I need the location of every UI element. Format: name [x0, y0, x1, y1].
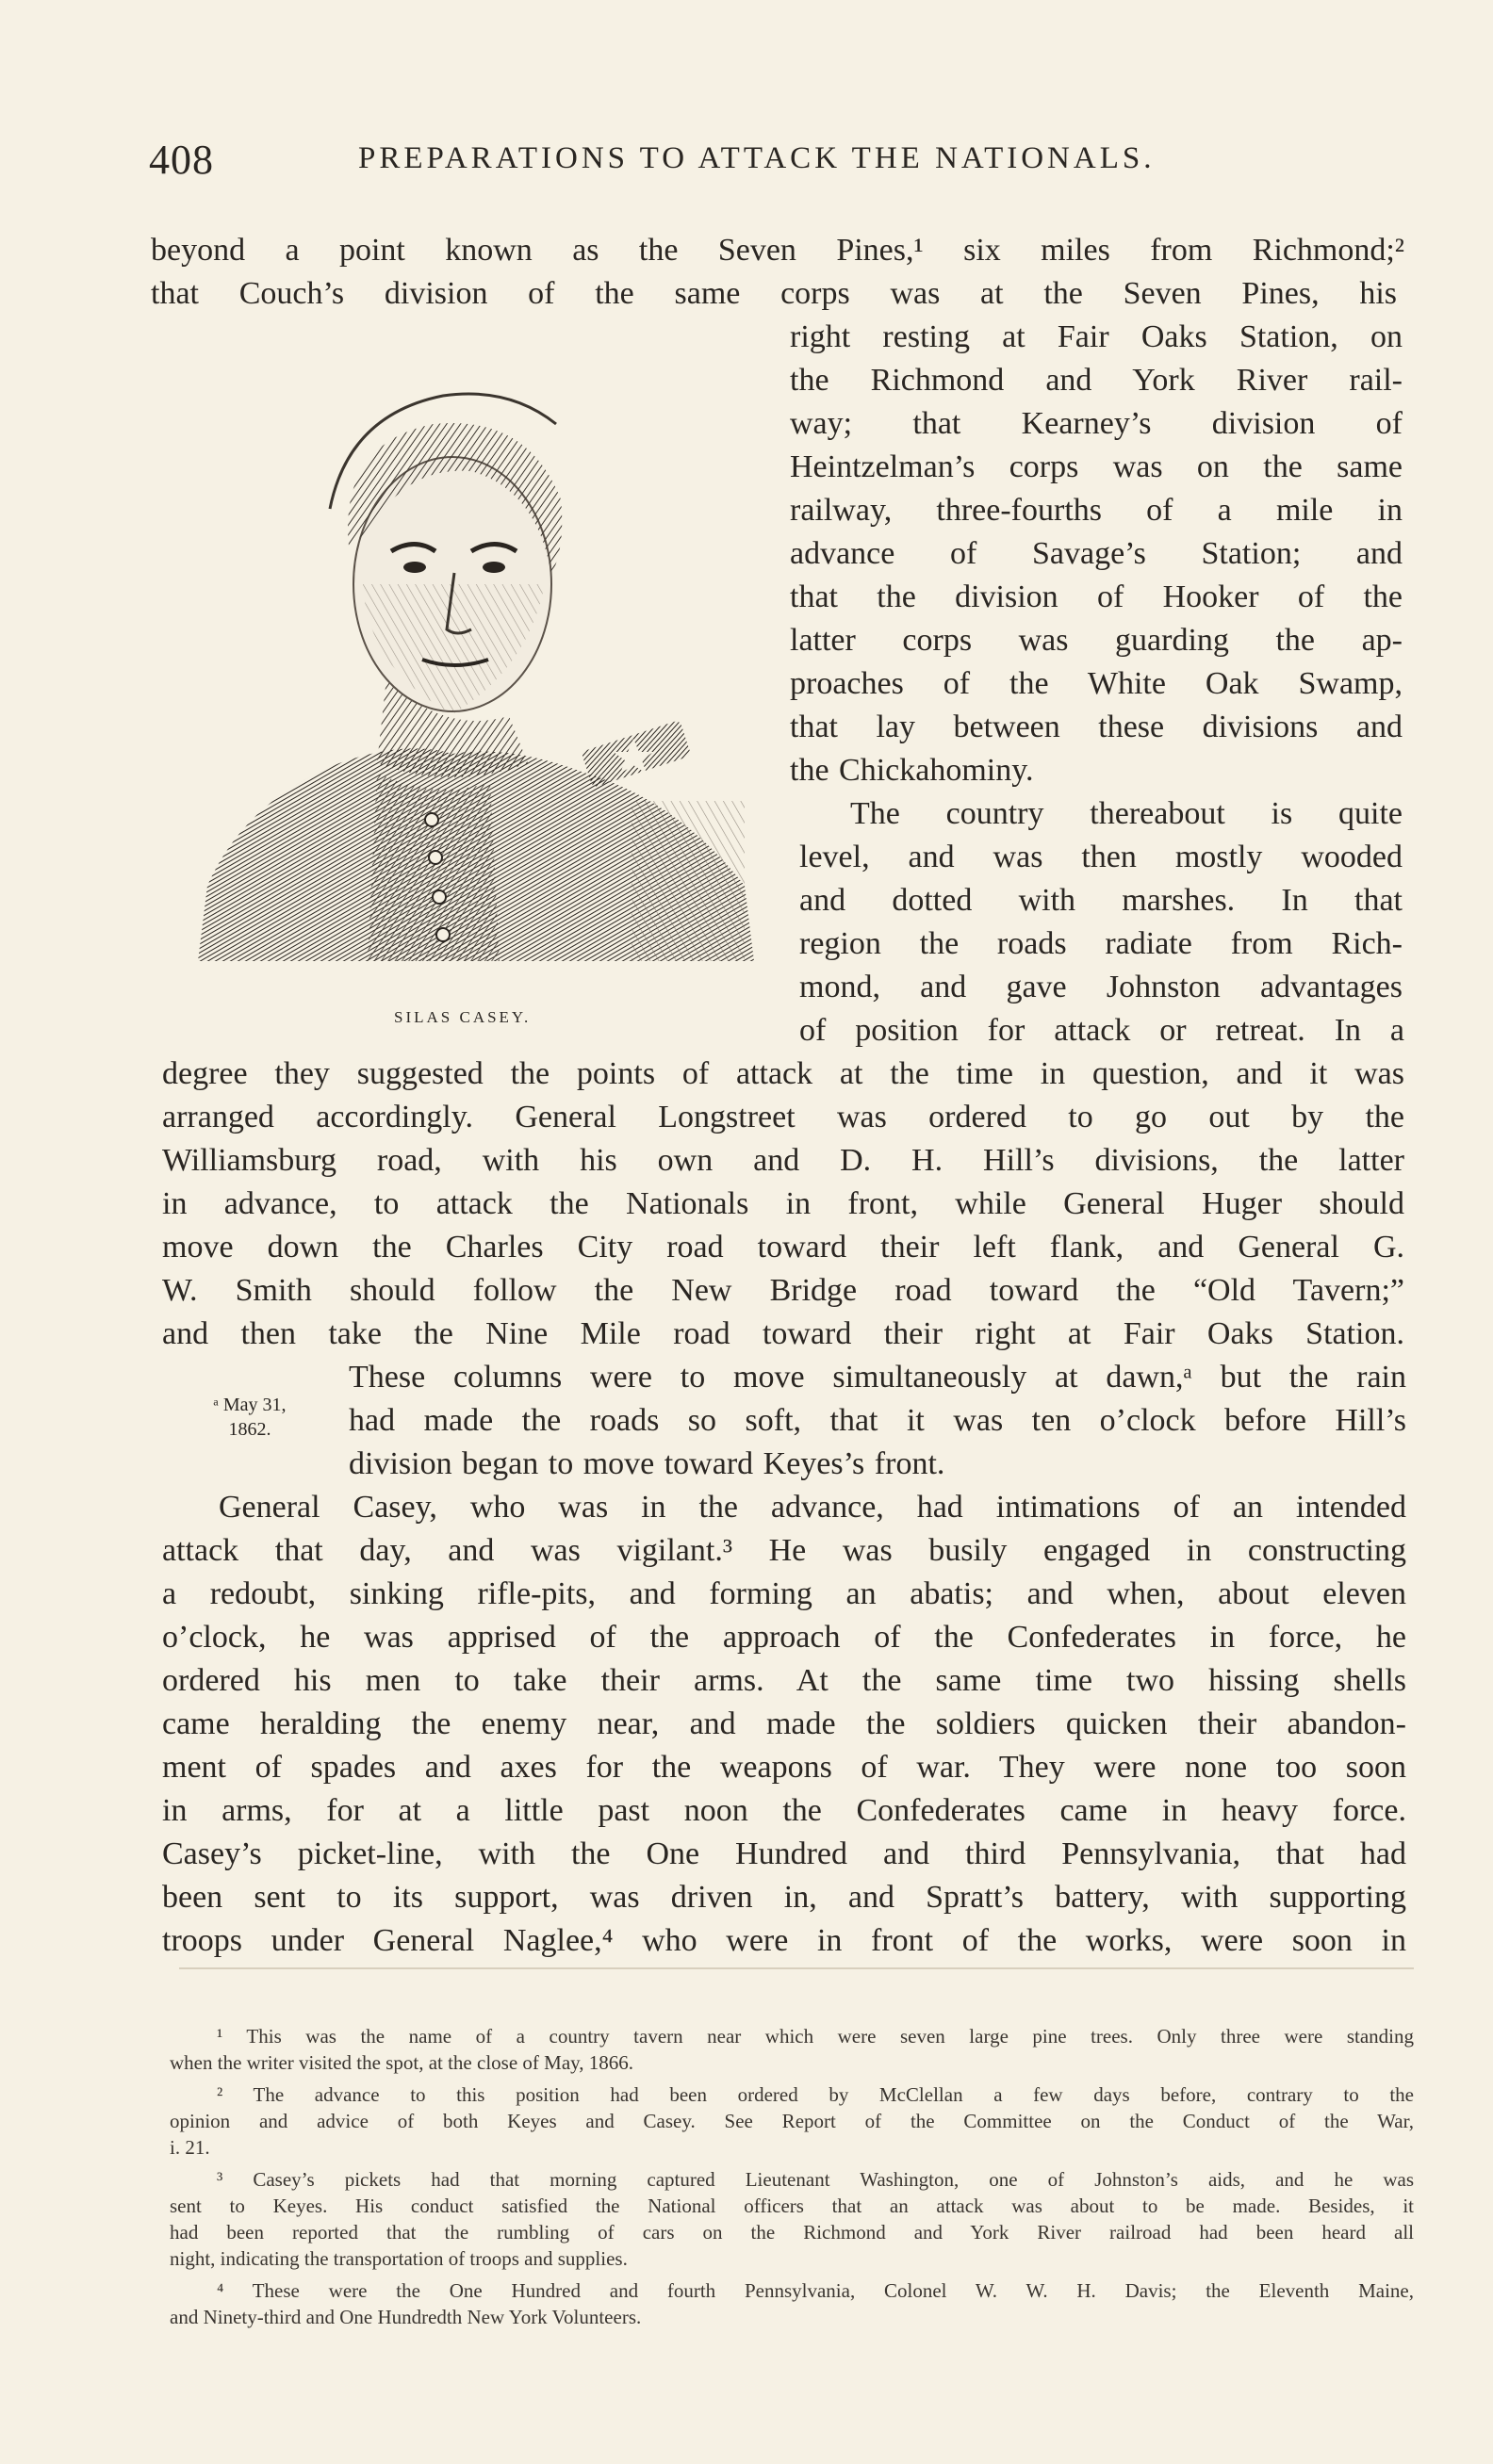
body-line: and then take the Nine Mile road toward their right at Fair Oaks Station. [162, 1316, 1404, 1351]
body-line: beyond a point known as the Seven Pines,¹ six miles from Richmond;² [151, 233, 1404, 268]
body-line: level, and was then mostly wooded [799, 840, 1403, 874]
body-line: that Couch’s division of the same corps was at the Seven Pines, his [151, 276, 1397, 311]
footnote-line: ¹ This was the name of a country tavern near which were seven large pine trees. Only three were standing [217, 2025, 1414, 2048]
body-line: The country thereabout is quite [850, 796, 1403, 831]
body-line: the Richmond and York River rail- [790, 363, 1403, 398]
body-line: of position for attack or retreat. In a [799, 1013, 1404, 1048]
footnote-line: sent to Keyes. His conduct satisfied the National officers that an attack was about to be made. Besides, it [170, 2195, 1414, 2217]
body-line: troops under General Naglee,⁴ who were in front of the works, were soon in [162, 1923, 1406, 1958]
body-line: that lay between these divisions and [790, 710, 1403, 744]
footnote-line: ⁴ These were the One Hundred and fourth Pennsylvania, Colonel W. W. H. Davis; the Eleventh Maine, [217, 2279, 1414, 2302]
body-line: a redoubt, sinking rifle-pits, and forming an abatis; and when, about eleven [162, 1576, 1406, 1611]
footnote-line: night, indicating the transportation of troops and supplies. [170, 2247, 628, 2270]
body-line: mond, and gave Johnston advantages [799, 970, 1403, 1004]
footnote-line: when the writer visited the spot, at the close of May, 1866. [170, 2051, 634, 2074]
body-line: been sent to its support, was driven in, and Spratt’s battery, with supporting [162, 1880, 1406, 1915]
footnote-divider [179, 1967, 1414, 1969]
body-line: in advance, to attack the Nationals in front, while General Huger should [162, 1186, 1404, 1221]
body-line: move down the Charles City road toward their left flank, and General G. [162, 1230, 1404, 1265]
body-line: right resting at Fair Oaks Station, on [790, 319, 1403, 354]
footnote-line: and Ninety-third and One Hundredth New York Volunteers. [170, 2306, 642, 2328]
footnote-line: had been reported that the rumbling of cars on the Richmond and York River railroad had been heard all [170, 2221, 1414, 2244]
body-line: General Casey, who was in the advance, had intimations of an intended [219, 1490, 1406, 1525]
body-line: ment of spades and axes for the weapons of war. They were none too soon [162, 1750, 1406, 1785]
body-line: Heintzelman’s corps was on the same [790, 449, 1403, 484]
body-line: had made the roads so soft, that it was ten o’clock before Hill’s [349, 1403, 1406, 1438]
body-line: region the roads radiate from Rich- [799, 926, 1403, 961]
body-line: advance of Savage’s Station; and [790, 536, 1403, 571]
footnote-line: ² The advance to this position had been ordered by McClellan a few days before, contrary to the [217, 2083, 1414, 2106]
body-line: and dotted with marshes. In that [799, 883, 1403, 918]
footnote-line: opinion and advice of both Keyes and Casey. See Report of the Committee on the Conduct of the War, [170, 2110, 1414, 2132]
footnote-line: i. 21. [170, 2136, 210, 2159]
body-line: in arms, for at a little past noon the Confederates came in heavy force. [162, 1793, 1406, 1828]
body-line: came heralding the enemy near, and made the soldiers quicken their abandon- [162, 1706, 1406, 1741]
body-line: Casey’s picket-line, with the One Hundred and third Pennsylvania, that had [162, 1836, 1406, 1871]
body-line: W. Smith should follow the New Bridge road toward the “Old Tavern;” [162, 1273, 1404, 1308]
body-line: ordered his men to take their arms. At the same time two hissing shells [162, 1663, 1406, 1698]
body-line: o’clock, he was apprised of the approach of the Confederates in force, he [162, 1620, 1406, 1655]
body-line: railway, three-fourths of a mile in [790, 493, 1403, 528]
body-line: that the division of Hooker of the [790, 579, 1403, 614]
body-line: proaches of the White Oak Swamp, [790, 666, 1403, 701]
margin-date-line: ᵃ May 31, [213, 1395, 287, 1415]
body-line: degree they suggested the points of attack at the time in question, and it was [162, 1056, 1404, 1091]
body-line: latter corps was guarding the ap- [790, 623, 1403, 658]
body-line: division began to move toward Keyes’s front. [349, 1446, 945, 1481]
body-line: arranged accordingly. General Longstreet was ordered to go out by the [162, 1100, 1404, 1134]
chapter-running-title: PREPARATIONS TO ATTACK THE NATIONALS. [358, 141, 1156, 175]
margin-date-note [189, 1393, 311, 1442]
body-line: the Chickahominy. [790, 753, 1034, 788]
portrait-caption: SILAS CASEY. [394, 1008, 532, 1026]
body-line: Williamsburg road, with his own and D. H. Hill’s divisions, the latter [162, 1143, 1404, 1178]
margin-date-year: 1862. [228, 1419, 271, 1440]
footnote-line: ³ Casey’s pickets had that morning captured Lieutenant Washington, one of Johnston’s aids, and he was [217, 2168, 1414, 2191]
body-line: way; that Kearney’s division of [790, 406, 1403, 441]
running-head [149, 132, 1374, 188]
portrait-engraving [189, 358, 754, 980]
body-line: attack that day, and was vigilant.³ He was busily engaged in constructing [162, 1533, 1406, 1568]
body-line: These columns were to move simultaneously at dawn,ᵃ but the rain [349, 1360, 1406, 1395]
page-number: 408 [149, 137, 214, 183]
